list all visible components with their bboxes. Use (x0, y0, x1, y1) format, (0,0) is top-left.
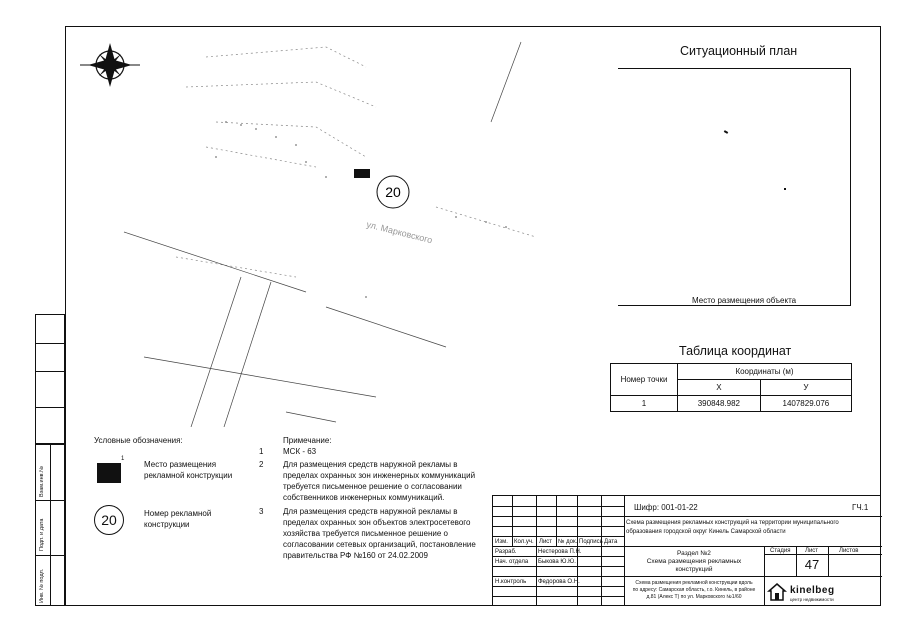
name-developer: Нестерова П.Н. (538, 549, 582, 555)
location-map (66, 27, 606, 427)
note-3-line-3: хозяйства требуется письменное решение о (283, 529, 448, 538)
project-line-1: Схема размещения рекламных конструкций на территории муниципального (626, 520, 839, 526)
legend-item2-label-1: Номер рекламной (144, 509, 212, 518)
note-1-num: 1 (259, 447, 264, 456)
house-logo-icon (767, 582, 787, 602)
col-point-header: Номер точки (611, 364, 678, 396)
legend-marker-swatch (97, 463, 121, 483)
role-head: Нач. отдела (495, 559, 529, 565)
object-line-2: по адресу: Самарская область, г.о. Кинель, в районе (632, 587, 756, 593)
coordinates-table (610, 363, 852, 412)
compass-rose-icon (80, 43, 140, 87)
hdr-count: Кол.уч. (514, 539, 534, 545)
situational-plan-box (618, 68, 851, 306)
col-y-header: У (760, 380, 851, 396)
hdr-doc: № док. (558, 539, 578, 545)
role-developer: Разраб. (495, 549, 517, 555)
plan-dot (784, 188, 786, 190)
side-label-replace: Взам.инв.№ (39, 465, 45, 497)
legend-number-circle: 20 (94, 505, 124, 535)
note-3-line-5: правительства РФ №160 от 24.02.2009 (283, 551, 428, 560)
note-2-num: 2 (259, 460, 264, 469)
section-line-2: Схема размещения рекламных (646, 558, 742, 565)
col-x-header: X (678, 380, 761, 396)
legend-title: Условные обозначения: (94, 436, 183, 445)
note-3-line-1: Для размещения средств наружной рекламы в (283, 507, 458, 516)
org-name: kinelbeg (790, 585, 835, 596)
title-right (624, 496, 882, 606)
sheet-mark: ГЧ.1 (852, 503, 869, 512)
project-code: Шифр: 001-01-22 (634, 503, 698, 512)
cell-point: 1 (611, 396, 678, 412)
legend-item1-label-2: рекламной конструкции (144, 471, 233, 480)
plan-mark (724, 130, 728, 134)
name-norm-control: Федорова О.Н. (538, 579, 580, 585)
table-row (611, 396, 852, 412)
note-1-line-1: МСК - 63 (283, 447, 317, 456)
side-label-inventory: Инв. № подл. (39, 568, 45, 603)
sheet-label: Лист (805, 548, 819, 554)
stage-label: Стадия (770, 548, 791, 554)
note-2-line-3: требуется письменное решение о согласовании (283, 482, 462, 491)
legend-item1-label-1: Место размещения (144, 460, 217, 469)
note-2-line-4: собственников инженерных коммуникаций. (283, 493, 445, 502)
side-label-sign-date: Подп. и дата (39, 518, 45, 551)
name-head: Быкова Ю.Ю. (538, 559, 576, 565)
hdr-sign: Подпись (579, 539, 603, 545)
org-sub: центр недвижимости (790, 597, 834, 602)
side-stamp-upper (35, 314, 65, 444)
object-line-3: д.81 (Алекс Т) по ул. Марковского №1/60 (646, 594, 742, 600)
ad-number-marker-text: 20 (385, 184, 401, 200)
note-2-line-2: пределах охранных зон инженерных коммуникаций (283, 471, 476, 480)
coordinates-title: Таблица координат (679, 344, 792, 358)
revision-grid (493, 496, 624, 606)
role-norm-control: Н.контроль (495, 579, 527, 585)
note-3-line-4: согласовании сетевых организаций, постановление (283, 540, 476, 549)
hdr-date: Дата (604, 539, 618, 545)
cell-x: 390848.982 (678, 396, 761, 412)
note-3-line-2: пределах охранных зон объектов электросетевого (283, 518, 471, 527)
hdr-change: Изм. (495, 539, 508, 545)
sheets-label: Листов (839, 548, 859, 554)
hdr-sheet: Лист (539, 539, 553, 545)
note-3-num: 3 (259, 507, 264, 516)
title-block (492, 495, 881, 606)
section-line-3: конструкций (675, 566, 713, 573)
legend-item2-label-2: конструкции (144, 520, 190, 529)
note-2-line-1: Для размещения средств наружной рекламы в (283, 460, 458, 469)
col-coords-header: Координаты (м) (678, 364, 852, 380)
ad-structure-marker (354, 169, 370, 178)
situational-plan-caption: Место размещения объекта (692, 296, 797, 305)
notes-title: Примечание: (283, 436, 332, 445)
cell-y: 1407829.076 (760, 396, 851, 412)
sheet-number: 47 (804, 557, 820, 572)
object-line-1: Схема размещения рекламной конструкции вдоль (635, 580, 753, 586)
situational-plan-title: Ситуационный план (680, 44, 798, 58)
side-stamp-lower (35, 444, 65, 606)
project-line-2: образования городской округ Кинель Самарской области (626, 529, 786, 535)
legend-item1-index: 1 (121, 456, 125, 462)
section-line-1: Раздел №2 (677, 550, 711, 557)
street-label: ул. Марковского (365, 219, 434, 246)
